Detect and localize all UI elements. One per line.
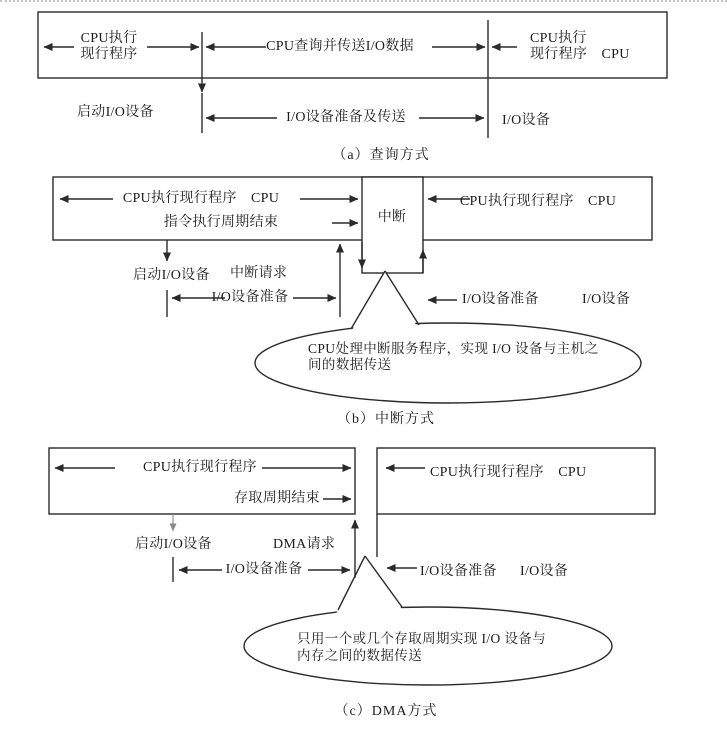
b-balloon-line2: 间的数据传送 <box>308 357 392 372</box>
a-io-prepare-label: I/O设备准备及传送 <box>286 110 406 126</box>
b-io-prepare-right-label: I/O设备准备 <box>462 292 539 308</box>
b-balloon-tail-mask <box>350 271 420 334</box>
c-cpu-exec-left-label: CPU执行现行程序 <box>143 460 257 476</box>
b-cpu-exec-left-label: CPU执行现行程序 CPU <box>122 191 280 207</box>
a-cpu-exec-right-line1: CPU执行 <box>530 31 587 47</box>
c-io-device-label: I/O设备 <box>520 564 569 580</box>
a-start-io-label: 启动I/O设备 <box>77 105 154 121</box>
c-io-prepare-left-label: I/O设备准备 <box>225 562 303 578</box>
c-caption: （c）DMA方式 <box>334 704 438 720</box>
b-io-device-label: I/O设备 <box>582 292 631 308</box>
a-cpu-exec-left-line1: CPU执行 <box>80 31 138 47</box>
b-balloon-line1: CPU处理中断服务程序，实现 I/O 设备与主机之 <box>308 341 599 356</box>
c-cpu-timeline-box-right <box>377 448 655 514</box>
a-io-device-label: I/O设备 <box>502 113 551 129</box>
b-balloon-text <box>308 341 599 373</box>
c-cpu-exec-right-label: CPU执行现行程序 CPU <box>430 465 587 481</box>
b-caption: （b）中断方式 <box>337 412 435 428</box>
c-balloon-line1: 只用一个或几个存取周期实现 I/O 设备与 <box>297 631 547 646</box>
c-balloon-line2: 内存之间的数据传送 <box>297 648 423 663</box>
a-cpu-exec-right-label <box>530 31 630 63</box>
c-start-io-label: 启动I/O设备 <box>135 537 212 553</box>
b-start-io-label: 启动I/O设备 <box>133 268 210 284</box>
b-io-prepare-left-label: I/O设备准备 <box>211 290 289 306</box>
c-io-prepare-right-label: I/O设备准备 <box>420 564 497 580</box>
c-balloon-text <box>297 630 546 664</box>
b-interrupt-label: 中断 <box>377 210 407 226</box>
b-cpu-exec-right-label: CPU执行现行程序 CPU <box>459 194 617 210</box>
a-cpu-exec-left-label <box>80 31 137 63</box>
b-cycle-end-label: 指令执行周期结束 <box>163 215 279 231</box>
c-dma-request-label: DMA请求 <box>273 537 336 553</box>
c-balloon-tail-mask <box>336 556 404 614</box>
a-cpu-exec-left-line2: 现行程序 <box>80 47 138 62</box>
a-caption: （a）查询方式 <box>332 148 430 164</box>
a-query-transfer-label: CPU查询并传送I/O数据 <box>266 39 414 55</box>
c-cycle-end-label: 存取周期结束 <box>234 491 320 507</box>
a-cpu-exec-right-line2: 现行程序 CPU <box>530 47 630 62</box>
b-interrupt-request-label: 中断请求 <box>230 266 288 282</box>
